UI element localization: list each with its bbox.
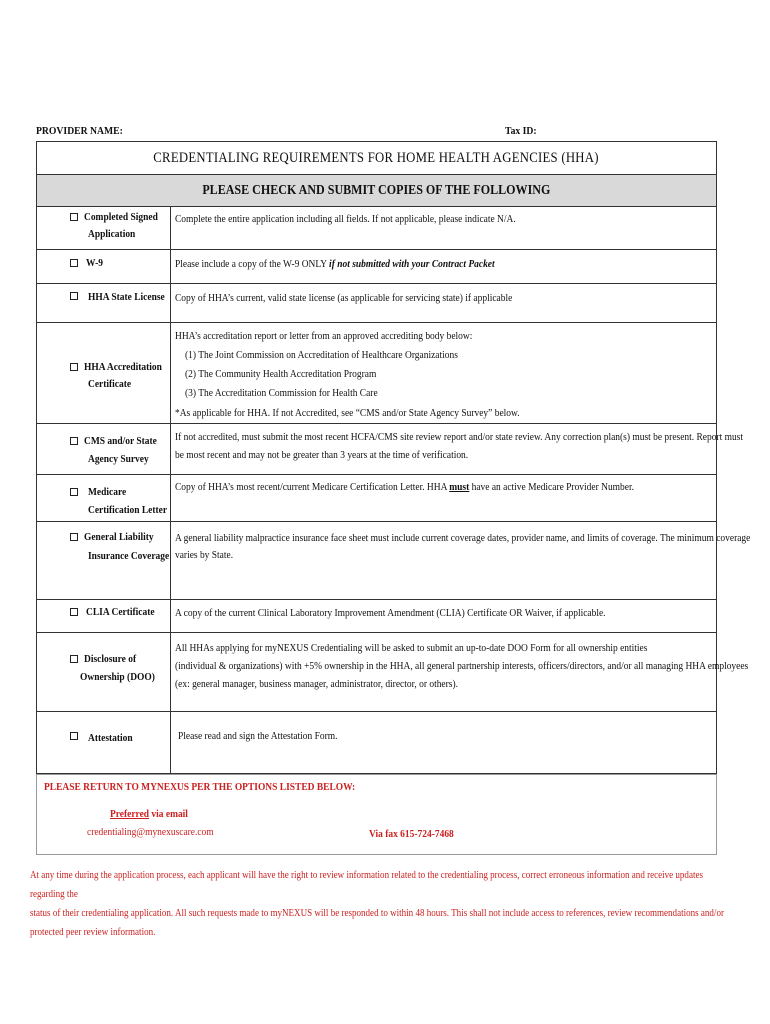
- row-label: Agency Survey: [88, 453, 149, 465]
- row-description: Please include a copy of the W-9 ONLY if not submitted with your Contract Packet: [175, 258, 495, 270]
- table-row: [37, 250, 716, 284]
- table-row: [37, 475, 716, 522]
- row-label: HHA State License: [88, 291, 165, 303]
- row-description: (1) The Joint Commission on Accreditation of Healthcare Organizations: [185, 349, 458, 361]
- row-description: Copy of HHA’s most recent/current Medicare Certification Letter. HHA must have an active Medicare Provider Number.: [175, 481, 634, 493]
- row-description: Complete the entire application including all fields. If not applicable, please indicate N/A.: [175, 213, 516, 225]
- table-row: [37, 323, 716, 424]
- row-label: CLIA Certificate: [86, 606, 155, 618]
- requirements-table: [36, 141, 751, 774]
- checkbox-medicare[interactable]: [70, 488, 78, 496]
- row-description: (3) The Accreditation Commission for Health Care: [185, 387, 378, 399]
- row-description: (ex: general manager, business manager, administrator, director, or others).: [175, 678, 458, 690]
- row-label: Application: [88, 228, 136, 240]
- checkbox-liability-insurance[interactable]: [70, 533, 78, 541]
- form-subtitle: PLEASE CHECK AND SUBMIT COPIES OF THE FOLLOWING: [37, 175, 716, 207]
- row-description: All HHAs applying for myNEXUS Credentialing will be asked to submit an up-to-date DOO Form for all ownership entities: [175, 642, 648, 654]
- checkbox-w9[interactable]: [70, 259, 78, 267]
- row-label: Certificate: [88, 378, 132, 390]
- checkbox-state-license[interactable]: [70, 292, 78, 300]
- row-description: (2) The Community Health Accreditation Program: [185, 368, 377, 380]
- row-label: Completed Signed: [84, 211, 158, 223]
- row-description: A copy of the current Clinical Laboratory Improvement Amendment (CLIA) Certificate OR Waiver, if applicable.: [175, 607, 606, 619]
- checkbox-clia[interactable]: [70, 608, 78, 616]
- checkbox-cms-survey[interactable]: [70, 437, 78, 445]
- review-rights-note: [30, 866, 735, 942]
- row-label: Insurance Coverage: [88, 550, 170, 562]
- row-label: Certification Letter: [88, 504, 168, 516]
- row-label: General Liability: [84, 531, 154, 543]
- checkbox-accreditation[interactable]: [70, 363, 78, 371]
- row-description: *As applicable for HHA. If not Accredited, see “CMS and/or State Agency Survey” below.: [175, 407, 520, 419]
- row-label: W-9: [86, 257, 103, 269]
- row-description: (individual & organizations) with +5% ownership in the HHA, all general partnership interests, officers/directors, and/or all managing HHA employees: [175, 660, 749, 672]
- return-heading: PLEASE RETURN TO MYNEXUS PER THE OPTIONS LISTED BELOW:: [44, 781, 356, 793]
- row-description: be most recent and may not be greater than 3 years at the time of verification.: [175, 449, 469, 461]
- table-row: [37, 284, 716, 323]
- tax-id-label: Tax ID:: [505, 125, 537, 137]
- row-label: CMS and/or State: [84, 435, 157, 447]
- checkbox-disclosure-ownership[interactable]: [70, 655, 78, 663]
- provider-name-label: PROVIDER NAME:: [36, 125, 123, 137]
- table-row: [37, 712, 716, 774]
- note-line: status of their credentialing application. All such requests made to myNEXUS will be responded to within 48 hours. This shall not include access to references, review recommendations and/or: [30, 908, 724, 919]
- row-description: Please read and sign the Attestation Form.: [178, 730, 338, 742]
- row-description: A general liability malpractice insurance face sheet must include current coverage dates, provider name, and limits of coverage. The minimum coverage: [175, 532, 751, 544]
- row-label: HHA Accreditation: [84, 361, 162, 373]
- form-title: CREDENTIALING REQUIREMENTS FOR HOME HEALTH AGENCIES (HHA): [37, 142, 716, 175]
- row-label: Attestation: [88, 732, 133, 744]
- table-row: [37, 207, 716, 250]
- row-label: Medicare: [88, 486, 127, 498]
- table-row: [37, 633, 749, 712]
- table-row: [37, 600, 716, 633]
- return-options-box: [36, 774, 717, 855]
- checkbox-attestation[interactable]: [70, 732, 78, 740]
- checkbox-completed-application[interactable]: [70, 213, 78, 221]
- row-description: Copy of HHA’s current, valid state license (as applicable for servicing state) if applicable: [175, 292, 513, 304]
- note-line: protected peer review information.: [30, 927, 156, 938]
- email-address[interactable]: credentialing@mynexuscare.com: [87, 826, 214, 838]
- preferred-email-label: Preferred via email: [110, 808, 188, 820]
- table-row: [37, 522, 751, 600]
- fax-number: Via fax 615-724-7468: [369, 828, 454, 840]
- row-description: If not accredited, must submit the most recent HCFA/CMS site review report and/or state review. Any correction plan(s) must be present. Report must: [175, 431, 744, 443]
- row-description: HHA’s accreditation report or letter from an approved accrediting body below:: [175, 330, 473, 342]
- table-row: [37, 424, 744, 475]
- row-label: Disclosure of: [84, 653, 137, 665]
- note-line: At any time during the application process, each applicant will have the right to review information related to the credentialing process, correct erroneous information and receive updates regarding the: [30, 870, 704, 900]
- row-description: varies by State.: [175, 549, 234, 561]
- row-label: Ownership (DOO): [80, 671, 155, 683]
